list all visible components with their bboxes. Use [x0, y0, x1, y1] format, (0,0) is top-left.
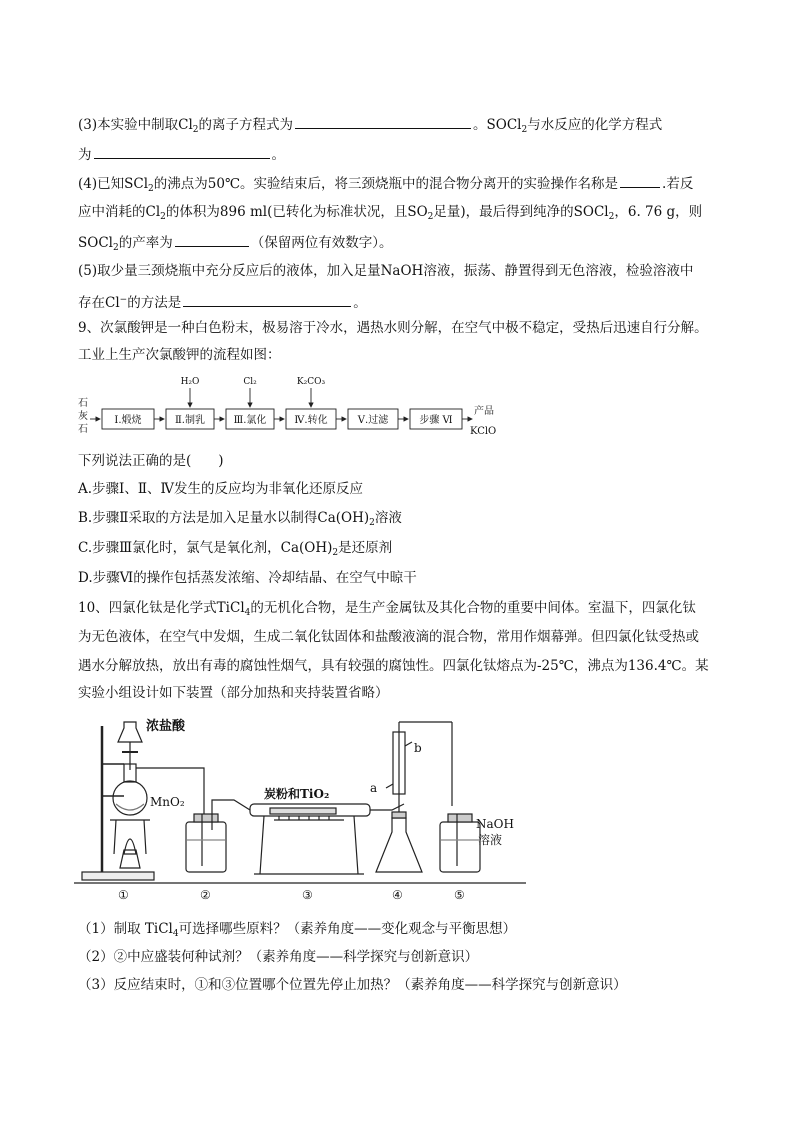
- q10-subq-1: （1）制取 TiCl$_4$可选择哪些原料？（素养角度——变化观念与平衡思想）: [78, 921, 517, 939]
- label-position-2: ②: [200, 888, 211, 902]
- answer-blank[interactable]: [94, 143, 270, 159]
- answer-blank[interactable]: [295, 113, 471, 129]
- q10-stem-line4: 实验小组设计如下装置（部分加热和夹持装置省略）: [78, 685, 389, 701]
- q9-option-d: D.步骤Ⅵ的操作包括蒸发浓缩、冷却结晶、在空气中晾干: [78, 570, 417, 586]
- ticl4-apparatus-diagram: [74, 712, 526, 907]
- flow-step-5: Ⅴ.过滤: [357, 415, 389, 426]
- flow-input-char-2: 灰: [78, 411, 88, 422]
- flow-product-formula: KClO: [470, 426, 497, 437]
- flow-step-6: 步骤 Ⅵ: [419, 415, 453, 426]
- label-conc-hcl: 浓盐酸: [146, 719, 186, 734]
- q9-option-c: C.步骤Ⅲ氯化时，氯气是氧化剂，$Ca(OH)_2$是还原剂: [78, 540, 393, 558]
- flow-step-3: Ⅲ.氯化: [233, 415, 267, 426]
- flow-input-char-1: 石: [78, 398, 88, 409]
- q9-option-a: A.步骤Ⅰ、Ⅱ、Ⅳ发生的反应均为非氧化还原反应: [78, 481, 364, 497]
- label-position-1: ①: [118, 888, 129, 902]
- answer-blank[interactable]: [175, 231, 249, 247]
- q9-stem-line1: 9、次氯酸钾是一种白色粉末，极易溶于冷水，遇热水则分解，在空气中极不稳定，受热后迅速自行分解。: [78, 320, 708, 336]
- q9-option-b: B.步骤Ⅱ采取的方法是加入足量水以制得$Ca(OH)_2$溶液: [78, 510, 402, 528]
- flow-step-2: Ⅱ.制乳: [175, 415, 205, 426]
- flow-product-label: 产品: [474, 406, 494, 417]
- label-position-3: ③: [302, 888, 313, 902]
- label-position-5: ⑤: [454, 888, 465, 902]
- q10-stem-line3: 遇水分解放热，放出有毒的腐蚀性烟气，具有较强的腐蚀性。四氯化钛熔点为-25℃，沸点为136.4℃。某: [78, 658, 709, 674]
- flow-reagent-chlorine: Cl₂: [243, 377, 257, 387]
- label-port-a: a: [370, 781, 378, 795]
- q9-question: 下列说法正确的是( ): [78, 453, 224, 469]
- q8-part4-line3: SOCl$_2$的产率为 （保留两位有效数字）。: [78, 231, 392, 258]
- q8-part3-line1: (3)本实验中制取$Cl_2$的离子方程式为 。SOCl$_2$与水反应的化学方程式: [78, 113, 662, 140]
- kclo-process-flowchart: [76, 372, 516, 444]
- q8-part3-line2: 为 。: [78, 143, 285, 165]
- label-solution: 溶液: [478, 833, 503, 847]
- label-naoh: NaOH: [476, 817, 514, 831]
- answer-blank[interactable]: [183, 291, 351, 307]
- flow-step-4: Ⅳ.转化: [294, 415, 328, 426]
- q10-stem-line1: 10、四氯化钛是化学式TiCl$_4$的无机化合物，是生产金属钛及其化合物的重要中间体。室温下，四氯化钛: [78, 600, 696, 618]
- answer-blank[interactable]: [620, 172, 660, 188]
- flow-step-1: Ⅰ.煅烧: [114, 415, 142, 426]
- flow-input-char-3: 石: [78, 424, 88, 435]
- flow-reagent-water: H₂O: [180, 377, 200, 387]
- label-carbon-tio2: 炭粉和TiO₂: [264, 787, 330, 801]
- q8-part4-line2: 应中消耗的$Cl_2$的体积为896 ml(已转化为标准状况，且$SO_2$足量)，最后得到纯净的SOCl$_2$，6. 76 g，则: [78, 204, 703, 222]
- label-port-b: b: [414, 741, 422, 755]
- q9-stem-line2: 工业上生产次氯酸钾的流程如图：: [78, 347, 281, 363]
- q10-subq-3: （3）反应结束时，①和③位置哪个位置先停止加热？（素养角度——科学探究与创新意识）: [78, 977, 627, 993]
- q10-subq-2: （2）②中应盛装何种试剂？（素养角度——科学探究与创新意识）: [78, 949, 479, 965]
- q8-part5-line1: (5)取少量三颈烧瓶中充分反应后的液体，加入足量NaOH溶液，振荡、静置得到无色溶液，检验溶液中: [78, 263, 694, 279]
- q8-part5-line2: 存在Cl−的方法是 。: [78, 290, 367, 313]
- q10-stem-line2: 为无色液体，在空气中发烟，生成二氧化钛固体和盐酸液滴的混合物，常用作烟幕弹。但四氯化钛受热或: [78, 629, 699, 645]
- q8-part4-line1: (4)已知SCl$_2$的沸点为50℃。实验结束后，将三颈烧瓶中的混合物分离开的实验操作名称是 .若反: [78, 172, 693, 199]
- flow-reagent-potassium-carbonate: K₂CO₃: [296, 377, 326, 387]
- label-position-4: ④: [392, 888, 403, 902]
- label-mno2: MnO₂: [150, 795, 185, 809]
